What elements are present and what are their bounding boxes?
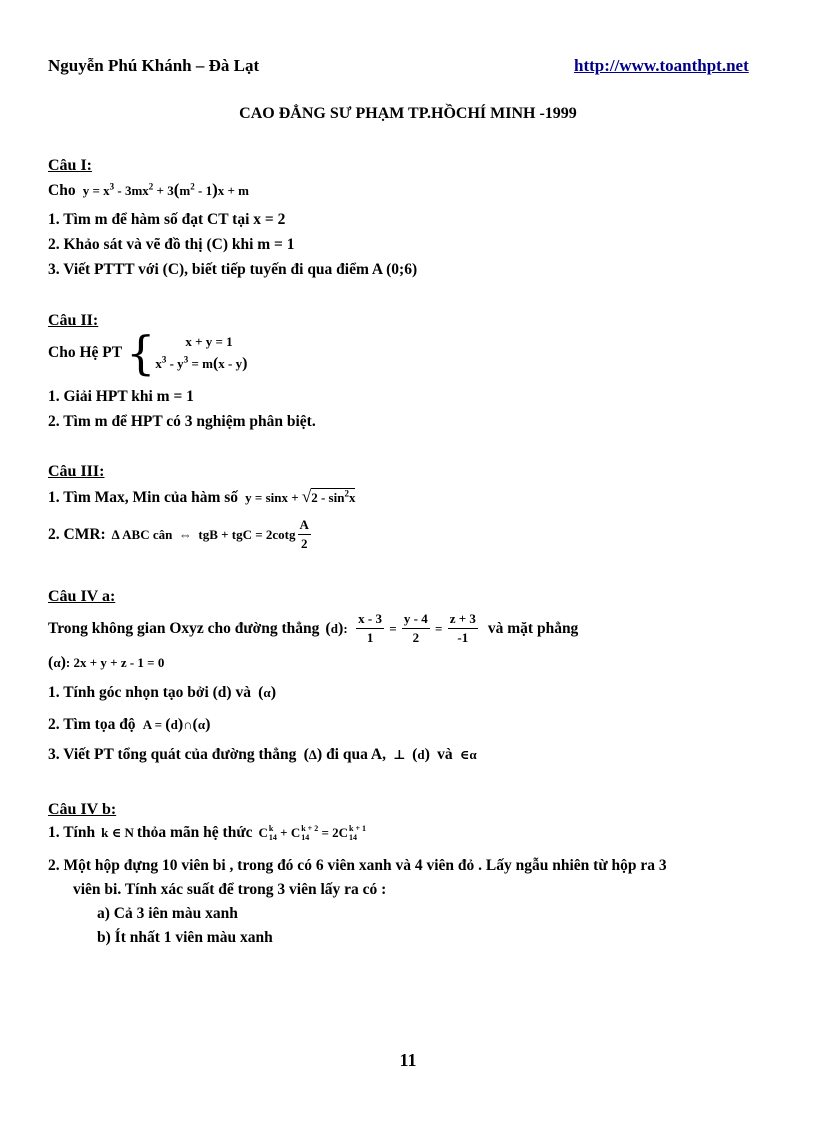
q3-claim-formula: ∆ ABC cân ⇔ tgB + tgC = 2cotg — [111, 526, 296, 542]
header-website-link[interactable]: http://www.toanthpt.net — [574, 56, 749, 75]
q2-item-1: 1. Giải HPT khi m = 1 — [48, 388, 194, 405]
q4a-intro-end: và mặt phẳng — [487, 619, 579, 637]
q4a-item-3b: đi qua A, — [326, 746, 386, 763]
q3-item-2 — [48, 516, 313, 553]
q3-item-1 — [48, 487, 355, 507]
q4a-heading: Câu IV a: — [48, 588, 116, 605]
q4a-item-2-text: 2. Tìm tọa độ — [48, 716, 136, 733]
q4b-item-2-line-2: viên bi. Tính xác suất để trong 3 viên lấy ra có : — [73, 881, 387, 898]
brace-symbol: { — [126, 326, 156, 380]
q4a-item-2 — [48, 716, 210, 734]
page-title: CAO ĐẲNG SƯ PHẠM TP.HỒCHÍ MINH -1999 — [239, 105, 577, 122]
perpendicular-d-symbol: ⊥ (d) — [389, 746, 430, 763]
q3-item-1-text: 1. Tìm Max, Min của hàm số — [48, 489, 239, 506]
line-d-label: (d): — [325, 619, 355, 637]
q1-intro-label: Cho — [48, 182, 76, 199]
q1-item-1: 1. Tìm m để hàm số đạt CT tại x = 2 — [48, 211, 286, 228]
q2-equations — [155, 331, 247, 375]
q1-intro — [48, 180, 249, 200]
q2-equation-1: x + y = 1 — [185, 334, 233, 349]
q4a-item-3c: và — [437, 746, 453, 763]
q1-function-formula: $y = x^3 - 3mx^2 + 3(m^2 - 1)x + m$ — [79, 180, 249, 199]
q2-equation-2: $x^3 - y^3 = m(x - y)$ — [155, 354, 248, 372]
q3-item-2-text: 2. CMR: — [48, 525, 106, 543]
equals-sign: = — [386, 620, 400, 636]
q3-function-formula: $y = \sin x + √2 - \sin^2x$ — [241, 487, 356, 506]
q4a-intro — [48, 610, 578, 647]
binomial-identity-formula: C k 14 + C k + 2 14 = 2C k + 1 14 — [258, 824, 367, 842]
q1-heading: Câu I: — [48, 157, 93, 174]
q4a-item-3 — [48, 746, 477, 764]
header-author: Nguyễn Phú Khánh – Đà Lạt — [48, 56, 260, 75]
q4b-item-1a: 1. Tính — [48, 824, 96, 841]
delta-line-symbol: (∆) — [303, 746, 323, 763]
line-d-fraction-z: $\frac{z + 3}{-1}$ — [449, 611, 476, 645]
element-of-alpha-symbol: ∈α — [456, 747, 477, 762]
q4a-intro-text: Trong không gian Oxyz cho đường thẳng — [48, 619, 320, 637]
equals-sign: = — [431, 620, 446, 636]
q4b-item-1b: thỏa mãn hệ thức — [136, 824, 253, 841]
q2-intro-label: Cho Hệ PT — [48, 344, 123, 361]
q1-item-3: 3. Viết PTTT với (C), biết tiếp tuyến đi qua điểm A (0;6) — [48, 261, 418, 278]
q4a-item-3a: 3. Viết PT tổng quát của đường thẳng — [48, 746, 297, 763]
q4b-item-2-line-1: 2. Một hộp đựng 10 viên bi , trong đó có 6 viên xanh và 4 viên đỏ . Lấy ngẫu nhiên từ hộp ra 3 — [48, 857, 667, 874]
q4b-sub-a: a) Cả 3 iên màu xanh — [97, 905, 238, 922]
k-in-n-formula: k ∈ N — [101, 825, 134, 840]
q4a-item-1-text: 1. Tính góc nhọn tạo bởi (d) và — [48, 684, 251, 701]
line-d-fraction-x: $\frac{x - 3}{1}$ — [358, 611, 382, 645]
page-number: 11 — [399, 1050, 417, 1070]
intersection-formula: A = (d)∩(α) — [139, 716, 211, 733]
plane-alpha-equation: (α): 2x + y + z - 1 = 0 — [48, 654, 165, 671]
alpha-symbol: (α) — [258, 684, 277, 701]
q2-system — [48, 326, 248, 380]
q4b-item-1 — [48, 824, 366, 842]
q4b-sub-b: b) Ít nhất 1 viên màu xanh — [97, 929, 273, 946]
q3-fraction-a-over-2: $\frac{A}{2}$ — [299, 517, 309, 551]
q1-item-2: 2. Khảo sát và vẽ đồ thị (C) khi m = 1 — [48, 236, 295, 253]
line-d-fraction-y: $\frac{y - 4}{2}$ — [403, 611, 428, 645]
q2-item-2: 2. Tìm m để HPT có 3 nghiệm phân biệt. — [48, 413, 316, 430]
q3-heading: Câu III: — [48, 463, 105, 480]
q4a-item-1 — [48, 684, 276, 702]
q2-heading: Câu II: — [48, 312, 99, 329]
q4b-heading: Câu IV b: — [48, 801, 117, 818]
